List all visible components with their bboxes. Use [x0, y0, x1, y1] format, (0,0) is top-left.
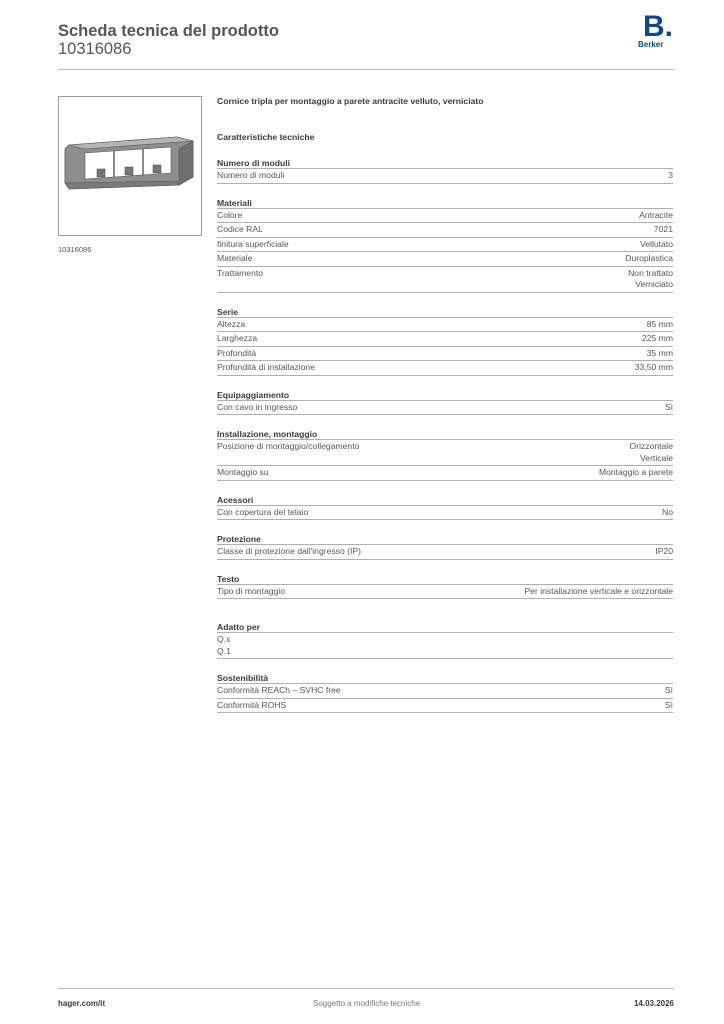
section-testo [217, 573, 673, 600]
logo-wordmark: Berker [638, 40, 664, 49]
spec-row [217, 318, 673, 333]
section-serie [217, 306, 673, 376]
section-title: Adatto per [217, 621, 673, 633]
section-title: Sostenibilità [217, 672, 673, 684]
product-code: 10316086 [58, 40, 132, 58]
section-sostenibilita [217, 672, 673, 713]
spec-value: 7021 [653, 224, 673, 234]
section-title: Serie [217, 306, 673, 318]
spec-label: Codice RAL [217, 224, 263, 234]
spec-label: Tipo di montaggio [217, 585, 285, 596]
section-protezione [217, 533, 673, 560]
spec-row [217, 506, 673, 521]
spec-value: Per installazione verticale e orizzontale [524, 585, 673, 596]
section-title: Installazione, montaggio [217, 428, 673, 440]
spec-row [217, 585, 673, 600]
spec-label: Classe di protezione dall'ingresso (IP) [217, 546, 361, 556]
spec-row [217, 169, 673, 184]
spec-value: Orizzontale Verticale [629, 441, 673, 463]
spec-row [217, 238, 673, 253]
page-footer [58, 988, 674, 1018]
spec-value: 85 mm [646, 318, 673, 329]
spec-value: Antracite [639, 209, 673, 220]
spec-value: No [662, 506, 673, 517]
product-image [58, 96, 202, 236]
product-description: Cornice tripla per montaggio a parete antracite velluto, verniciato [217, 96, 484, 106]
section-title: Numero di moduli [217, 157, 673, 169]
section-adatto-per [217, 621, 673, 659]
section-title: Equipaggiamento [217, 389, 673, 401]
spec-row [217, 466, 673, 481]
section-title: Protezione [217, 533, 673, 545]
spec-label: Trattamento [217, 267, 264, 278]
spec-label: Numero di moduli [217, 170, 285, 180]
spec-value: 35 mm [646, 347, 673, 358]
spec-value: Non trattato Verniciato [628, 267, 673, 289]
berker-logo [638, 10, 673, 52]
spec-row [217, 545, 673, 560]
spec-label: finitura superficiale [217, 238, 289, 249]
list-item: Q.1 [217, 645, 231, 656]
footer-website: hager.com/it [58, 999, 106, 1008]
spec-content [217, 96, 673, 713]
footer-date: 14.03.2026 [633, 999, 674, 1008]
spec-row [217, 347, 673, 362]
spec-value: Duroplastica [625, 253, 673, 263]
spec-label: Con cavo in ingresso [217, 401, 298, 412]
section-title: Acessori [217, 494, 673, 506]
spec-row [217, 332, 673, 347]
spec-row [217, 361, 673, 376]
spec-row [217, 267, 673, 293]
spec-label: Conformità REACh – SVHC free [217, 685, 341, 695]
footer-note: Soggetto a modifiche tecniche [313, 999, 421, 1008]
spec-label: Montaggio su [217, 467, 269, 477]
page-header [58, 10, 674, 70]
spec-row [217, 699, 673, 714]
section-materiali [217, 197, 673, 293]
suitable-list [217, 633, 673, 659]
frame-illustration [59, 97, 201, 235]
spec-value: 3 [668, 170, 673, 180]
section-title: Testo [217, 573, 673, 585]
page-title: Scheda tecnica del prodotto [58, 22, 279, 40]
spec-value: Sì [664, 699, 673, 710]
spec-value: IP20 [655, 546, 673, 556]
spec-row [217, 440, 673, 466]
spec-label: Con copertura del telaio [217, 506, 309, 517]
spec-row [217, 684, 673, 699]
section-accessori [217, 494, 673, 521]
spec-label: Materiale [217, 253, 253, 263]
spec-value: Montaggio a parete [598, 467, 673, 477]
logo-letter: B. [643, 10, 673, 43]
spec-row [217, 252, 673, 267]
spec-row [217, 401, 673, 416]
spec-value: 225 mm [641, 333, 673, 343]
spec-row [217, 223, 673, 238]
list-item: Q.x [217, 634, 231, 644]
spec-row [217, 209, 673, 224]
spec-value: Sì [664, 401, 673, 412]
spec-label: Conformità ROHS [217, 699, 287, 710]
spec-value: Sì [664, 685, 673, 695]
section-equipaggiamento [217, 389, 673, 416]
section-title: Materiali [217, 197, 673, 209]
section-installazione [217, 428, 673, 481]
spec-value: 33,50 mm [634, 362, 673, 372]
spec-label: Profondità [217, 347, 257, 358]
spec-label: Profondità di installazione [217, 362, 315, 372]
spec-label: Posizione di montaggio/collegamento [217, 441, 360, 451]
image-caption: 10316086 [58, 245, 92, 254]
section-moduli [217, 157, 673, 184]
spec-label: Colore [217, 209, 243, 220]
spec-label: Larghezza [217, 333, 258, 343]
spec-value: Vellutato [640, 238, 673, 249]
tech-features-title: Caratteristiche tecniche [217, 132, 315, 142]
spec-label: Altezza [217, 318, 246, 329]
